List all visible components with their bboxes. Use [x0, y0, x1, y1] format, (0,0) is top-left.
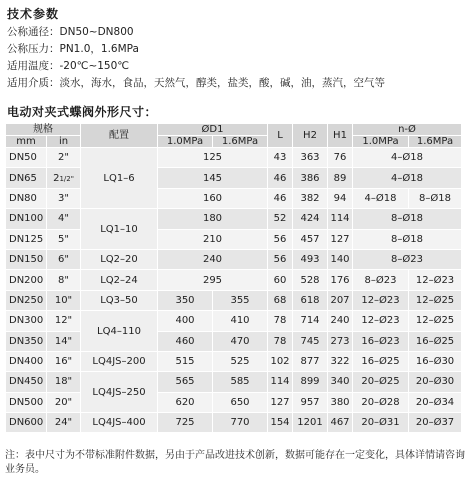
cell-in-whole: 2 — [53, 172, 60, 184]
cell-h1: 76 — [328, 148, 353, 168]
cell-d1: 295 — [158, 270, 268, 290]
cell-n: 8–Ø18 — [353, 209, 462, 229]
table-row — [6, 351, 462, 371]
cell-h2: 618 — [293, 290, 328, 310]
cell-l: 60 — [268, 270, 293, 290]
cell-h2: 382 — [293, 188, 328, 208]
cell-n-1.6: 16–Ø25 — [409, 331, 462, 351]
cell-d1-1.6: 650 — [213, 392, 268, 412]
cell-h1: 380 — [328, 392, 353, 412]
header-config: 配置 — [81, 124, 158, 148]
cell-d1: 210 — [158, 229, 268, 249]
tech-params-title: 技术参数 — [7, 7, 60, 21]
cell-in: 8" — [47, 270, 81, 290]
cell-in: 3" — [47, 188, 81, 208]
cell-n-1.0: 20–Ø25 — [353, 372, 409, 392]
cell-n-1.6: 20–Ø30 — [409, 372, 462, 392]
cell-mm: DN300 — [6, 311, 47, 331]
cell-h1: 127 — [328, 229, 353, 249]
table-row — [6, 209, 462, 229]
cell-h2: 899 — [293, 372, 328, 392]
cell-n-1.6: 12–Ø25 — [409, 290, 462, 310]
cell-n-1.6: 12–Ø23 — [409, 270, 462, 290]
cell-n-1.6: 8–Ø18 — [409, 188, 462, 208]
table-row — [6, 188, 462, 208]
cell-mm: DN200 — [6, 270, 47, 290]
cell-n-1.0: 4–Ø18 — [353, 188, 409, 208]
cell-h1: 340 — [328, 372, 353, 392]
header-d1-1.0mpa: 1.0MPa — [158, 136, 213, 148]
cell-n-1.0: 16–Ø23 — [353, 331, 409, 351]
cell-n-1.0: 20–Ø28 — [353, 392, 409, 412]
cell-n-1.0: 12–Ø23 — [353, 290, 409, 310]
cell-in: 4" — [47, 209, 81, 229]
cell-d1-1.6: 770 — [213, 413, 268, 433]
cell-d1: 145 — [158, 168, 268, 188]
cell-l: 56 — [268, 229, 293, 249]
cell-d1-1.0: 565 — [158, 372, 213, 392]
table-row — [6, 249, 462, 269]
header-l: L — [268, 124, 293, 148]
header-spec: 规格 — [6, 124, 81, 136]
param-nominal-pressure: 公称压力：PN1.0，1.6MPa — [7, 43, 139, 55]
cell-h2: 877 — [293, 351, 328, 371]
cell-d1-1.0: 460 — [158, 331, 213, 351]
cell-in: 12" — [47, 311, 81, 331]
cell-mm: DN150 — [6, 249, 47, 269]
cell-l: 127 — [268, 392, 293, 412]
cell-h2: 363 — [293, 148, 328, 168]
cell-h2: 424 — [293, 209, 328, 229]
table-row — [6, 229, 462, 249]
cell-n: 4–Ø18 — [353, 168, 462, 188]
header-mm: mm — [6, 136, 47, 148]
cell-in: 14" — [47, 331, 81, 351]
header-in: in — [47, 136, 81, 148]
cell-in: 24" — [47, 413, 81, 433]
table-row — [6, 168, 462, 188]
cell-n-1.0: 20–Ø31 — [353, 413, 409, 433]
cell-mm: DN100 — [6, 209, 47, 229]
cell-n-1.0: 12–Ø23 — [353, 311, 409, 331]
cell-l: 46 — [268, 168, 293, 188]
cell-in: 18" — [47, 372, 81, 392]
table-row — [6, 331, 462, 351]
cell-d1-1.0: 400 — [158, 311, 213, 331]
cell-d1: 160 — [158, 188, 268, 208]
dimension-table — [5, 123, 462, 433]
cell-in-fraction: 1/2" — [59, 174, 74, 183]
cell-config: LQ4JS–400 — [81, 413, 158, 433]
cell-d1-1.0: 725 — [158, 413, 213, 433]
table-row — [6, 392, 462, 412]
cell-l: 68 — [268, 290, 293, 310]
table-row — [6, 311, 462, 331]
header-h2: H2 — [293, 124, 328, 148]
cell-h1: 89 — [328, 168, 353, 188]
cell-d1-1.6: 355 — [213, 290, 268, 310]
cell-d1-1.6: 525 — [213, 351, 268, 371]
cell-h1: 114 — [328, 209, 353, 229]
cell-l: 46 — [268, 188, 293, 208]
param-nominal-diameter: 公称通径：DN50~DN800 — [7, 26, 134, 38]
cell-l: 56 — [268, 249, 293, 269]
cell-config: LQ2–20 — [81, 249, 158, 269]
table-title: 电动对夹式蝶阀外形尺寸： — [7, 105, 158, 119]
cell-d1-1.6: 410 — [213, 311, 268, 331]
cell-config: LQ2–24 — [81, 270, 158, 290]
cell-d1: 180 — [158, 209, 268, 229]
cell-l: 78 — [268, 311, 293, 331]
cell-h2: 457 — [293, 229, 328, 249]
cell-mm: DN600 — [6, 413, 47, 433]
cell-h1: 176 — [328, 270, 353, 290]
cell-in: 20" — [47, 392, 81, 412]
header-n-1.0mpa: 1.0MPa — [353, 136, 409, 148]
cell-n-1.6: 16–Ø30 — [409, 351, 462, 371]
cell-mm: DN80 — [6, 188, 47, 208]
table-row — [6, 372, 462, 392]
cell-n-1.0: 8–Ø23 — [353, 270, 409, 290]
cell-mm: DN65 — [6, 168, 47, 188]
cell-h1: 140 — [328, 249, 353, 269]
table-footnote: 注：表中尺寸为不带标准附件数据，另由于产品改进技术创新，数据可能存在一定变化，具体详情请咨询业务员。 — [5, 450, 465, 475]
cell-h1: 240 — [328, 311, 353, 331]
cell-in — [47, 168, 81, 188]
cell-config: LQ1–10 — [81, 209, 158, 250]
header-h1: H1 — [328, 124, 353, 148]
cell-n: 4–Ø18 — [353, 148, 462, 168]
cell-h2: 745 — [293, 331, 328, 351]
table-row — [6, 270, 462, 290]
cell-n-1.0: 16–Ø25 — [353, 351, 409, 371]
cell-mm: DN350 — [6, 331, 47, 351]
header-d1-1.6mpa: 1.6MPa — [213, 136, 268, 148]
cell-mm: DN250 — [6, 290, 47, 310]
cell-l: 52 — [268, 209, 293, 229]
param-temperature: 适用温度：-20℃~150℃ — [7, 60, 130, 72]
cell-l: 102 — [268, 351, 293, 371]
cell-in: 2" — [47, 148, 81, 168]
cell-config: LQ4–110 — [81, 311, 158, 352]
cell-n: 8–Ø23 — [353, 249, 462, 269]
cell-h2: 714 — [293, 311, 328, 331]
cell-config: LQ4JS–250 — [81, 372, 158, 413]
cell-h2: 528 — [293, 270, 328, 290]
header-n-1.6mpa: 1.6MPa — [409, 136, 462, 148]
cell-d1-1.0: 620 — [158, 392, 213, 412]
cell-config: LQ3–50 — [81, 290, 158, 310]
cell-config: LQ1–6 — [81, 148, 158, 209]
cell-h2: 1201 — [293, 413, 328, 433]
cell-h2: 957 — [293, 392, 328, 412]
cell-d1: 240 — [158, 249, 268, 269]
cell-in: 6" — [47, 249, 81, 269]
cell-mm: DN450 — [6, 372, 47, 392]
table-row — [6, 290, 462, 310]
cell-d1-1.6: 585 — [213, 372, 268, 392]
cell-h2: 493 — [293, 249, 328, 269]
cell-h2: 386 — [293, 168, 328, 188]
table-row — [6, 413, 462, 433]
cell-h1: 207 — [328, 290, 353, 310]
cell-mm: DN500 — [6, 392, 47, 412]
cell-l: 78 — [268, 331, 293, 351]
cell-l: 154 — [268, 413, 293, 433]
cell-l: 43 — [268, 148, 293, 168]
cell-n: 8–Ø18 — [353, 229, 462, 249]
cell-h1: 467 — [328, 413, 353, 433]
cell-n-1.6: 12–Ø25 — [409, 311, 462, 331]
cell-in: 16" — [47, 351, 81, 371]
cell-d1-1.6: 470 — [213, 331, 268, 351]
cell-mm: DN50 — [6, 148, 47, 168]
cell-mm: DN125 — [6, 229, 47, 249]
cell-d1-1.0: 350 — [158, 290, 213, 310]
cell-in: 5" — [47, 229, 81, 249]
param-medium: 适用介质：淡水，海水，食品，天然气，醇类，盐类，酸，碱，油，蒸汽，空气等 — [7, 77, 385, 89]
cell-h1: 94 — [328, 188, 353, 208]
header-d1: ØD1 — [158, 124, 268, 136]
table-row — [6, 148, 462, 168]
cell-in: 10" — [47, 290, 81, 310]
cell-d1: 125 — [158, 148, 268, 168]
cell-n-1.6: 20–Ø37 — [409, 413, 462, 433]
cell-h1: 322 — [328, 351, 353, 371]
header-bolt-holes: n-Ø — [353, 124, 462, 136]
cell-d1-1.0: 515 — [158, 351, 213, 371]
cell-config: LQ4JS–200 — [81, 351, 158, 371]
cell-n-1.6: 20–Ø34 — [409, 392, 462, 412]
cell-mm: DN400 — [6, 351, 47, 371]
cell-l: 114 — [268, 372, 293, 392]
cell-h1: 273 — [328, 331, 353, 351]
